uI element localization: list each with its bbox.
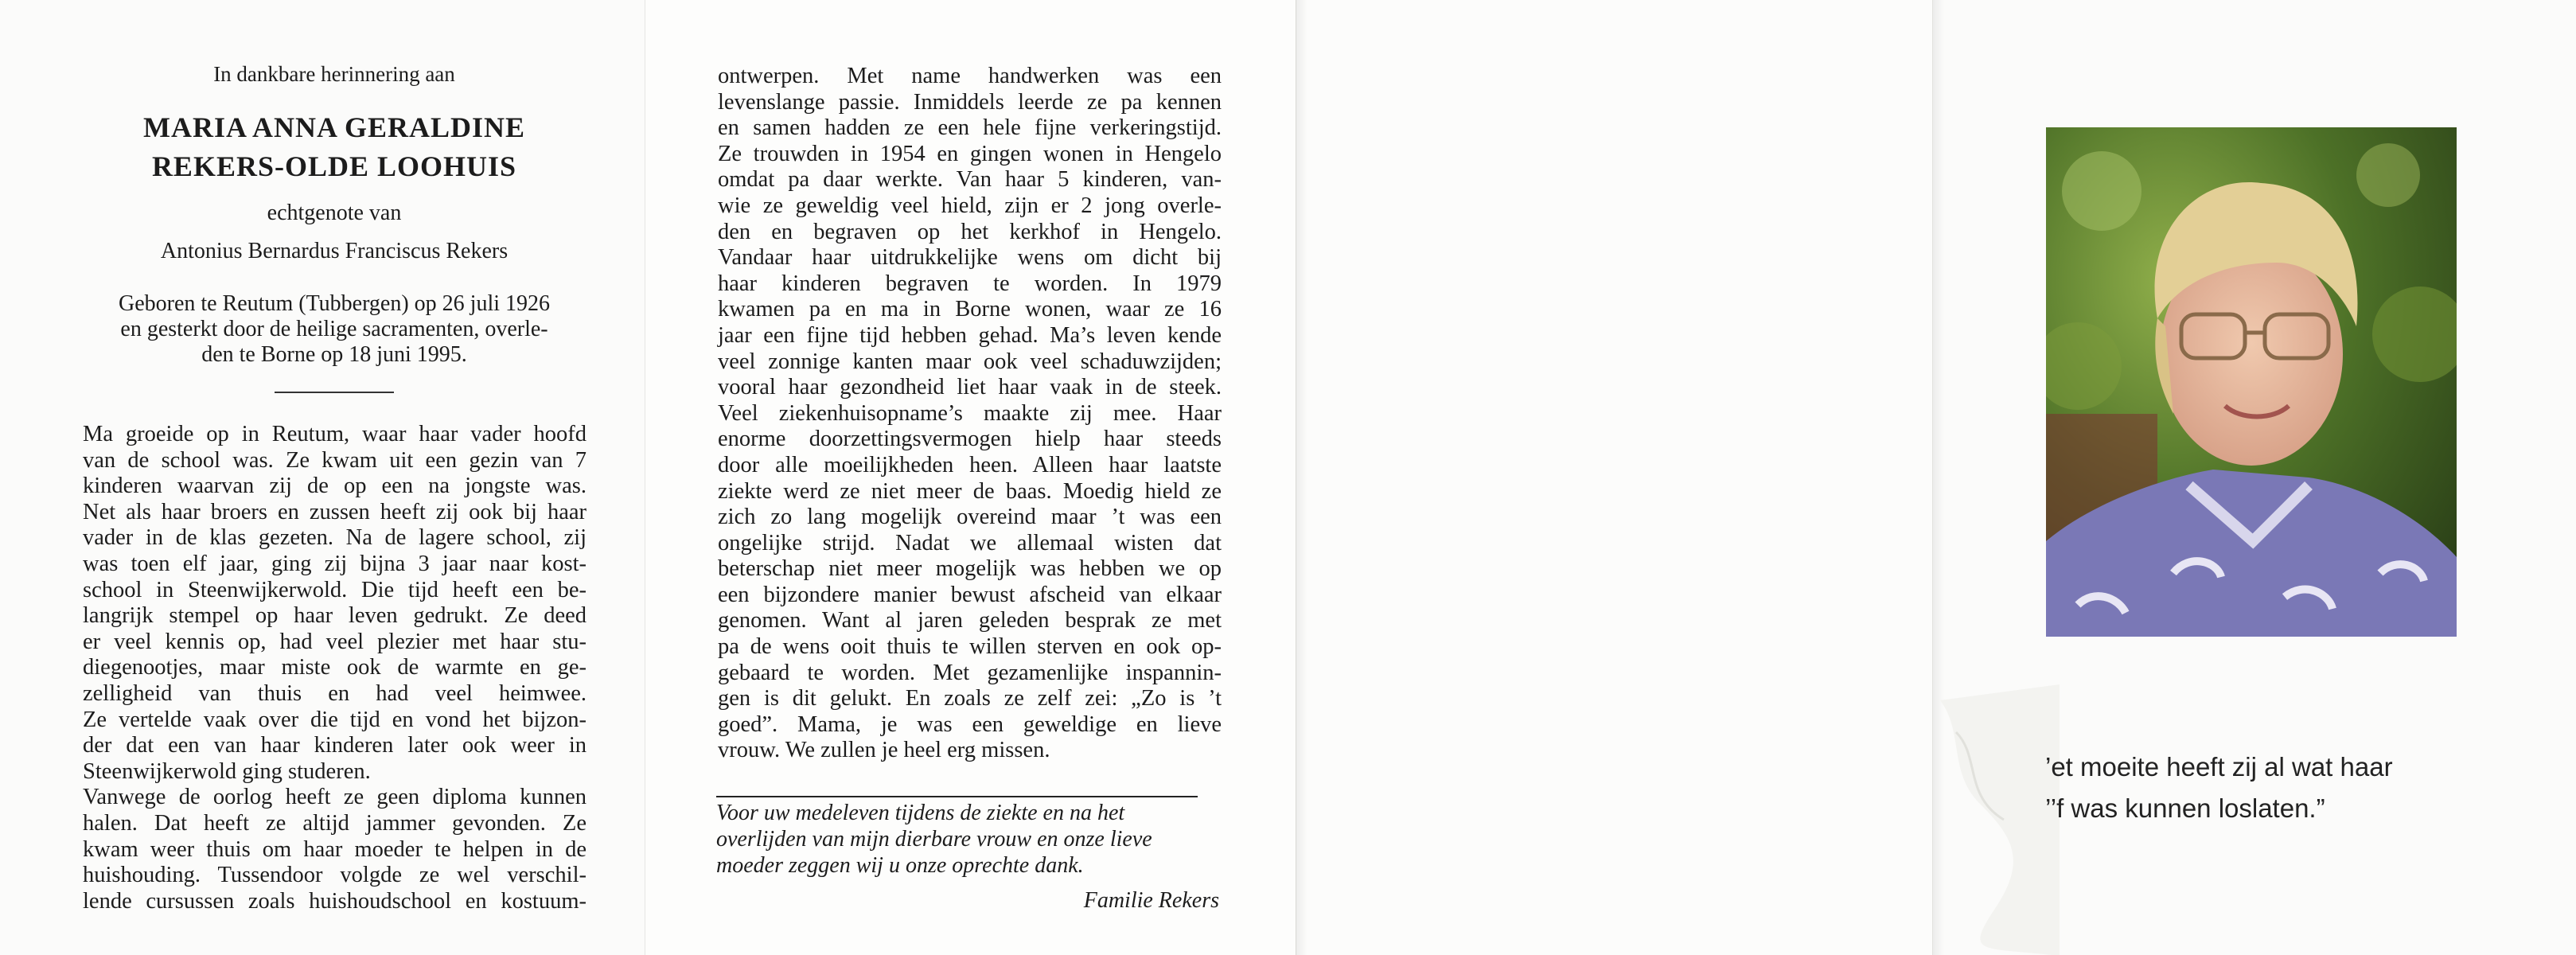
text-line: lende cursussen zoals huishoudschool en kostuum-	[83, 888, 587, 914]
text-line: Net als haar broers en zussen heeft zij ook bij haar	[83, 499, 587, 524]
text-line: Ze trouwden in 1954 en gingen wonen in Hengelo	[718, 141, 1222, 166]
text-line: der dat een van haar kinderen later ook weer in	[83, 733, 587, 758]
text-line: kwamen pa en ma in Borne wonen, waar ze 16	[718, 297, 1222, 322]
torn-paper-mark	[1932, 684, 2060, 955]
text-line: er veel kennis op, had veel plezier met haar stu-	[83, 629, 587, 654]
text-line: halen. Dat heeft ze altijd jammer gevonden. Ze	[83, 810, 587, 836]
thanks-line: moeder zeggen wij u onze oprechte dank.	[716, 853, 1084, 878]
text-line: omdat pa daar werkte. Van haar 5 kinderen, van-	[718, 167, 1222, 193]
text-line: school in Steenwijkerwold. Die tijd heeft een be-	[83, 577, 587, 602]
text-line: ongelijke strijd. Nadat we allemaal wisten dat	[718, 530, 1222, 555]
thanks-line: overlijden van mijn dierbare vrouw en onze lieve	[716, 827, 1152, 852]
memorial-quote	[2045, 746, 2491, 829]
text-line: haar kinderen begraven te worden. In 1979	[718, 271, 1222, 296]
born-line: Geboren te Reutum (Tubbergen) op 26 juli 1926	[118, 291, 551, 316]
text-line: Ma groeide op in Reutum, waar haar vader hoofd	[83, 422, 587, 446]
life-story-part-2	[718, 64, 1222, 764]
text-line: ontwerpen. Met name handwerken was een	[718, 64, 1222, 88]
text-line: ziekte werd ze niet meer de baas. Moedig hield ze	[718, 478, 1222, 504]
name-line-1: MARIA ANNA GERALDINE	[142, 111, 526, 143]
card-panel-left	[0, 0, 645, 955]
card-panel-blank	[1296, 0, 1933, 955]
text-line: enorme doorzettingsvermogen hielp haar steeds	[718, 427, 1222, 452]
text-line: veel zonnige kanten maar ook veel schaduwzijden;	[718, 349, 1222, 374]
text-line: vrouw. We zullen je heel erg missen.	[718, 738, 1050, 763]
text-line: van de school was. Ze kwam uit een gezin van 7	[83, 447, 587, 473]
text-line: pa de wens ooit thuis te willen sterven en ook op-	[718, 634, 1222, 660]
portrait-photo	[2046, 127, 2457, 637]
text-line: kinderen waarvan zij de op een na jongste was.	[83, 474, 587, 499]
text-line: Vanwege de oorlog heeft ze geen diploma kunnen	[83, 785, 587, 810]
fold-shadow	[1296, 0, 1307, 955]
spouse-name: Antonius Bernardus Franciscus Rekers	[160, 239, 509, 263]
text-line: levenslange passie. Inmiddels leerde ze pa kennen	[718, 89, 1222, 115]
birth-death-text	[80, 291, 589, 368]
thanks-line: Voor uw medeleven tijdens de ziekte en na het	[716, 801, 1125, 825]
text-line: den en begraven op het kerkhof in Hengelo.	[718, 219, 1222, 244]
divider	[275, 392, 394, 393]
text-line: vooral haar gezondheid liet haar vaak in de steek.	[718, 375, 1222, 400]
text-line: gebaard te worden. Met gezamenlijke inspannin-	[718, 660, 1222, 685]
text-line: gen is dit gelukt. En zoals ze zelf zei: „Zo is ’t	[718, 686, 1222, 711]
born-line: en gesterkt door de heilige sacramenten, overle-	[120, 317, 548, 341]
intro-text: In dankbare herinnering aan	[213, 62, 455, 86]
name-line-2: REKERS-OLDE LOOHUIS	[151, 150, 517, 182]
text-line: huishouding. Tussendoor volgde ze wel verschil-	[83, 863, 587, 888]
text-line: beterschap niet meer mogelijk was hebben we op	[718, 556, 1222, 582]
text-line: Vandaar haar uitdrukkelijke wens om dicht bij	[718, 245, 1222, 271]
spouse-label: echtgenote van	[267, 201, 402, 225]
text-line: Steenwijkerwold ging studeren.	[83, 758, 371, 784]
text-line: genomen. Want al jaren geleden besprak ze met	[718, 608, 1222, 633]
born-line: den te Borne op 18 juni 1995.	[201, 342, 467, 367]
text-line: langrijk stempel op haar leven gedrukt. Ze deed	[83, 603, 587, 629]
text-line: een bijzondere manier bewust afscheid van elkaar	[718, 582, 1222, 607]
thanks-divider	[716, 796, 1198, 797]
text-line: door alle moeilijkheden heen. Alleen haar laatste	[718, 452, 1222, 477]
life-story-part-1	[83, 422, 587, 914]
text-line: zich zo lang mogelijk overeind maar ’t was een	[718, 505, 1222, 530]
quote-line-1: ’et moeite heeft zij al wat haar	[2045, 752, 2393, 782]
family-signature: Familie Rekers	[1083, 888, 1219, 913]
text-line: was toen elf jaar, ging zij bijna 3 jaar naar kost-	[83, 551, 587, 576]
text-line: goed”. Mama, je was een geweldige en lieve	[718, 711, 1222, 737]
thanks-text	[716, 800, 1222, 879]
text-line: Ze vertelde vaak over die tijd en vond het bijzon-	[83, 707, 587, 732]
text-line: diegenootjes, maar miste ook de warmte en ge-	[83, 655, 587, 680]
text-line: zelligheid van thuis en had veel heimwee.	[83, 680, 587, 706]
text-line: en samen hadden ze een hele fijne verkeringstijd.	[718, 115, 1222, 141]
quote-line-2: ’’f was kunnen loslaten.”	[2045, 793, 2325, 823]
text-line: kwam weer thuis om haar moeder te helpen in de	[83, 836, 587, 862]
text-line: jaar een fijne tijd hebben gehad. Ma’s leven kende	[718, 322, 1222, 348]
text-line: Veel ziekenhuisopname’s maakte zij mee. Haar	[718, 400, 1222, 426]
deceased-name	[80, 108, 589, 186]
text-line: wie ze geweldig veel hield, zijn er 2 jong overle-	[718, 193, 1222, 218]
text-line: vader in de klas gezeten. Na de lagere school, zij	[83, 525, 587, 551]
